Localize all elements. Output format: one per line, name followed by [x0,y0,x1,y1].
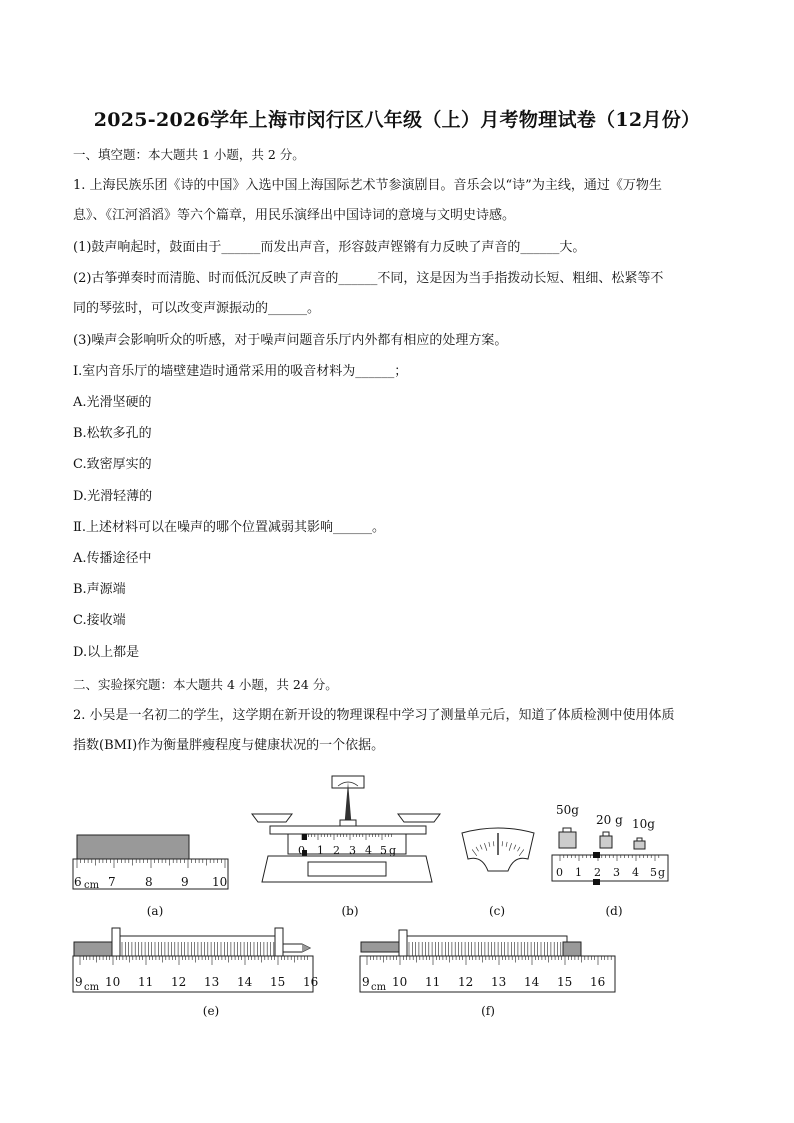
figure-d-tick-label: 5 [650,866,657,879]
q1-sub2-option-d: D.以上都是 [73,645,140,660]
figure-f-tick-label: 15 [557,975,573,989]
q1-part-1: (1)鼓声响起时，鼓面由于______而发出声音，形容鼓声铿锵有力反映了声音的______大。 [73,240,586,255]
figure-e-tick-label: 15 [270,975,286,989]
figure-e-tick-label: 10 [105,975,121,989]
q1-sub-question-2: Ⅱ.上述材料可以在噪声的哪个位置减弱其影响______。 [73,520,385,535]
figure-f-tick-label: 10 [392,975,408,989]
figure-f-tick-label: 12 [458,975,474,989]
figure-b-tick-label: 5 [380,844,387,857]
figure-a-ruler [70,830,235,895]
figure-e-tick-label: 11 [138,975,154,989]
figure-b-tick-label: 2 [333,844,340,857]
figure-e-ruler [70,922,320,997]
figure-d-tick-label: 0 [556,866,563,879]
q1-stem-line-2: 息》、《江河滔滔》等六个篇章，用民乐演绎出中国诗词的意境与文明史诗感。 [73,208,516,223]
figure-d-caption: (d) [605,904,623,918]
figure-d-tick-label: 1 [575,866,582,879]
q2-stem-line-2: 指数(BMI)作为衡量胖瘦程度与健康状况的一个依据。 [73,738,385,753]
figure-b-tick-label: 4 [365,844,372,857]
q1-part-3: (3)噪声会影响听众的听感，对于噪声问题音乐厅内外都有相应的处理方案。 [73,333,508,348]
figure-a-tick-label: 9 [181,875,189,889]
figure-d-tick-label: 2 [594,866,601,879]
q1-stem-line-1: 1. 上海民族乐团《诗的中国》入选中国上海国际艺术节参演剧目。音乐会以“诗”为主线，通过《万物生 [73,178,662,193]
figure-b-tick-label: 0 [298,844,305,857]
q1-sub1-option-b: B.松软多孔的 [73,426,152,441]
q1-sub1-option-d: D.光滑轻薄的 [73,489,153,504]
figure-f-tick-label: 13 [491,975,507,989]
q1-sub-question-1: I.室内音乐厅的墙壁建造时通常采用的吸音材料为______； [73,364,408,379]
figure-a-tick-label: 7 [108,875,116,889]
figure-f-tick-label: 16 [590,975,606,989]
figure-d-tick-label: 4 [632,866,639,879]
figure-d-weight-label: 50g [556,803,579,817]
figure-e-tick-label: 12 [171,975,187,989]
figure-b-caption: (b) [341,904,359,918]
figure-a-tick-label: 10 [212,875,228,889]
figure-b-tick-label: 1 [317,844,324,857]
figure-d-weight-label: 10g [632,817,655,831]
figure-a-tick-label: 6 [74,875,82,889]
q1-part-2-line-2: 同的琴弦时，可以改变声源振动的______。 [73,301,321,316]
figure-e-tick-label: 9 [75,975,83,989]
q1-sub1-option-a: A.光滑坚硬的 [73,395,152,410]
figure-e-tick-label: 14 [237,975,253,989]
figure-c-caption: (c) [488,904,506,918]
section-2-heading: 二、实验探究题：本大题共 4 小题，共 24 分。 [73,677,338,692]
figure-f-tick-label: 14 [524,975,540,989]
figure-e-unit: cm [84,982,100,993]
q1-sub2-option-c: C.接收端 [73,613,126,628]
q1-sub2-option-b: B.声源端 [73,582,126,597]
q1-sub1-option-c: C.致密厚实的 [73,457,152,472]
section-1-heading: 一、填空题：本大题共 1 小题，共 2 分。 [73,147,305,162]
figure-a-caption: (a) [146,904,164,918]
figure-f-tick-label: 9 [362,975,370,989]
figure-d-tick-label: 3 [613,866,620,879]
figure-a-unit: cm [84,880,100,891]
figure-f-unit: cm [371,982,387,993]
figure-f-caption: (f) [481,1004,495,1018]
figure-b-balance [248,770,443,892]
q2-stem-line-1: 2. 小吴是一名初二的学生，这学期在新开设的物理课程中学习了测量单元后，知道了体质检测中使用体质 [73,708,675,723]
figure-b-unit: g [389,844,397,857]
figure-d-weights [548,800,673,885]
figure-f-tick-label: 11 [425,975,441,989]
q1-part-2-line-1: (2)古筝弹奏时而清脆、时而低沉反映了声音的______不同，这是因为当手指拨动长短、粗细、松紧等不 [73,271,664,286]
figure-e-tick-label: 16 [303,975,319,989]
figure-e-caption: (e) [202,1004,220,1018]
figure-c-dial [458,825,538,875]
figure-d-weight-label: 20 g [596,813,623,827]
q1-sub2-option-a: A.传播途径中 [73,551,152,566]
figure-f-ruler [357,922,622,997]
figure-a-tick-label: 8 [145,875,153,889]
page-title: 2025-2026学年上海市闵行区八年级（上）月考物理试卷（12月份） [93,109,701,131]
figure-e-tick-label: 13 [204,975,220,989]
figure-d-unit: g [658,866,666,879]
figure-b-tick-label: 3 [349,844,356,857]
